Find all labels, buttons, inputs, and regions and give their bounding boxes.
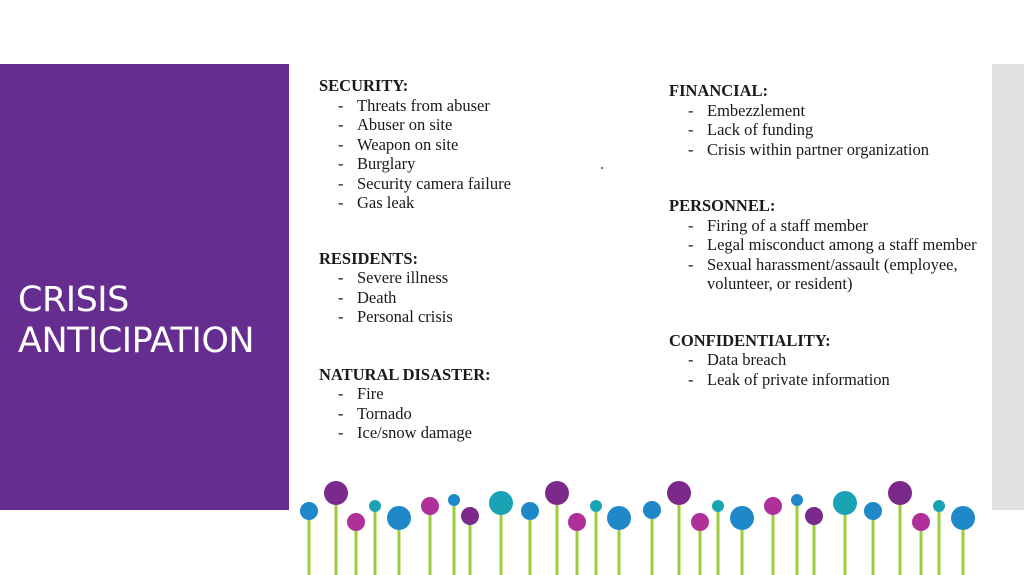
section-personnel (669, 196, 989, 294)
flower-head (805, 507, 823, 525)
flower-decoration (293, 479, 987, 575)
section-confidentiality (669, 331, 989, 390)
flower-head (421, 497, 439, 515)
flower-head (324, 481, 348, 505)
section-heading: CONFIDENTIALITY: (669, 330, 831, 350)
section-natural-disaster (319, 365, 649, 443)
list-item: - Abuser on site (338, 115, 453, 134)
list-item: - Embezzlement (688, 100, 806, 120)
flower-head (369, 500, 381, 512)
flower-head (521, 502, 539, 520)
section-residents (319, 249, 649, 327)
flower-head (448, 494, 460, 506)
section-items (669, 350, 989, 389)
section-items (669, 101, 989, 160)
list-item: - Fire (338, 384, 384, 403)
flower-head (461, 507, 479, 525)
flower-head (643, 501, 661, 519)
list-item: - Weapon on site (338, 134, 459, 154)
flower-head (764, 497, 782, 515)
list-item: - Threats from abuser (338, 95, 490, 115)
flower-head (888, 481, 912, 505)
section-items (319, 268, 649, 327)
list-item: - Ice/snow damage (338, 423, 472, 442)
section-heading: RESIDENTS: (319, 248, 419, 268)
list-item: - Lack of funding (688, 120, 814, 139)
section-security (319, 76, 649, 213)
title-panel (0, 64, 289, 510)
section-heading: PERSONNEL: (669, 196, 776, 215)
flower-head (300, 502, 318, 520)
list-item: - Severe illness (338, 268, 449, 287)
section-heading: SECURITY: (319, 76, 409, 95)
list-item: - Burglary (338, 154, 416, 173)
flower-head (933, 500, 945, 512)
right-column (669, 81, 989, 389)
flower-head (951, 506, 975, 530)
list-item: - Data breach (688, 350, 787, 369)
flower-head (691, 513, 709, 531)
list-item: - Death (338, 287, 397, 307)
list-item: - Gas leak (338, 193, 415, 212)
list-item: - Sexual harassment/assault (employee, volunteer, or resident) (688, 254, 958, 293)
stray-dot (601, 167, 603, 169)
list-item: - Leak of private information (688, 369, 890, 389)
list-item: - Personal crisis (338, 307, 453, 326)
section-financial (669, 81, 989, 159)
flower-head (791, 494, 803, 506)
section-items (319, 96, 649, 213)
list-item: - Security camera failure (338, 173, 511, 193)
flower-head (347, 513, 365, 531)
section-heading: NATURAL DISASTER: (319, 364, 491, 384)
list-item: - Crisis within partner organization (688, 139, 929, 159)
flower-head (864, 502, 882, 520)
flower-head (730, 506, 754, 530)
crisis-list-image (293, 66, 987, 575)
flower-head (545, 481, 569, 505)
left-column (319, 76, 649, 443)
section-heading: FINANCIAL: (669, 81, 768, 100)
flower-head (712, 500, 724, 512)
flower-head (489, 491, 513, 515)
flower-head (833, 491, 857, 515)
side-strip (992, 64, 1024, 510)
section-items (669, 216, 989, 294)
list-item: - Firing of a staff member (688, 215, 868, 235)
section-items (319, 384, 649, 443)
flower-head (387, 506, 411, 530)
flower-head (667, 481, 691, 505)
slide-title: CRISIS ANTICIPATION (18, 280, 255, 361)
flower-head (568, 513, 586, 531)
flower-head (590, 500, 602, 512)
list-item: - Legal misconduct among a staff member (688, 235, 977, 254)
flower-head (607, 506, 631, 530)
flower-head (912, 513, 930, 531)
list-item: - Tornado (338, 403, 412, 423)
